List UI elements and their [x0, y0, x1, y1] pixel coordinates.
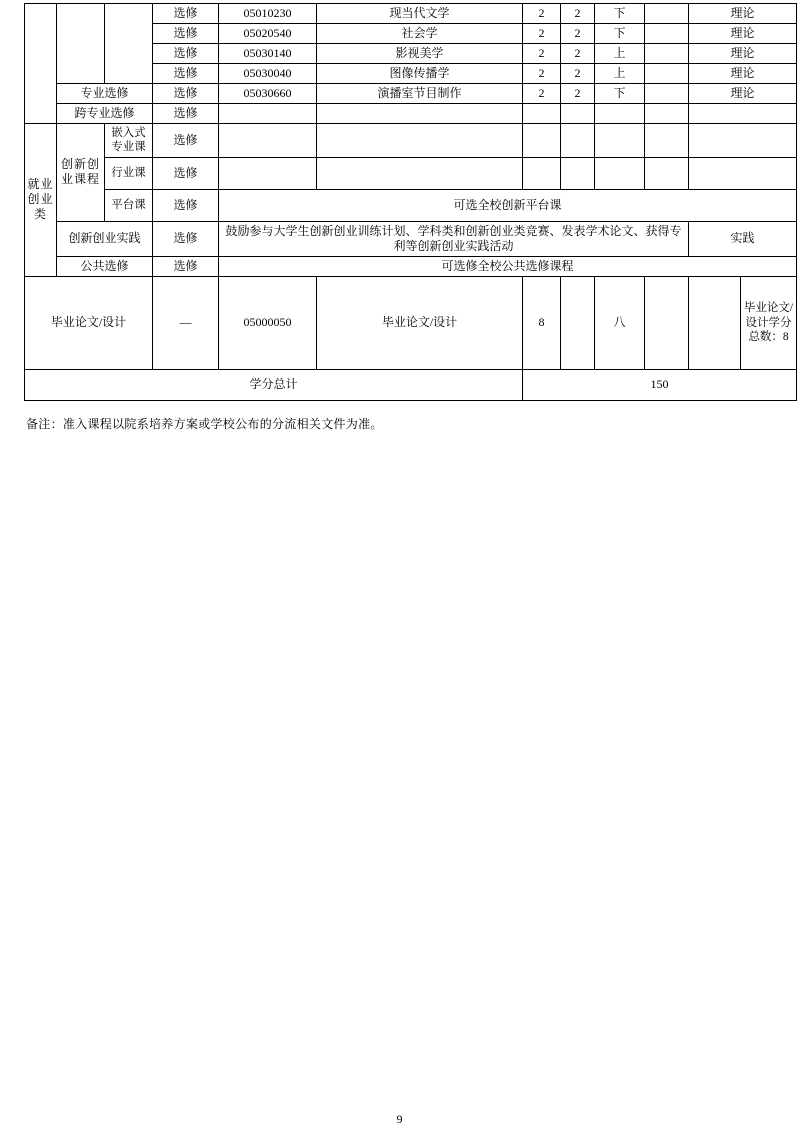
cell-type	[689, 104, 797, 124]
cell-type: 理论	[689, 4, 797, 24]
cell-subsub-empty	[105, 4, 153, 84]
cell-credits: 2	[523, 24, 561, 44]
cell-credits: 2	[523, 64, 561, 84]
cell-type: 理论	[689, 44, 797, 64]
cell-hours	[561, 124, 595, 158]
cell-hours: 2	[561, 4, 595, 24]
cell-nature: 选修	[153, 24, 219, 44]
table-row	[25, 84, 797, 104]
cell-hours: 2	[561, 84, 595, 104]
table-row	[25, 4, 797, 24]
table-row	[25, 104, 797, 124]
cell-course-name: 图像传播学	[317, 64, 523, 84]
cell-hours: 2	[561, 24, 595, 44]
cell-credits	[523, 157, 561, 189]
cell-term	[595, 104, 645, 124]
cell-thesis-label: 毕业论文/设计	[25, 276, 153, 369]
cell-type: 理论	[689, 84, 797, 104]
cell-credits	[523, 104, 561, 124]
cell-subsub-platform-course: 平台课	[105, 189, 153, 221]
cell-credits: 2	[523, 4, 561, 24]
cell-code: 05010230	[219, 4, 317, 24]
cell-nature: 选修	[153, 64, 219, 84]
cell-total-label: 学分总计	[25, 369, 523, 400]
cell-course-name: 现当代文学	[317, 4, 523, 24]
cell-code	[219, 157, 317, 189]
cell-public-elective-content: 可选修全校公共选修课程	[219, 256, 797, 276]
cell-course-name: 演播室节目制作	[317, 84, 523, 104]
cell-subcategory-cross-major-elective: 跨专业选修	[57, 104, 153, 124]
cell-type-practice: 实践	[689, 221, 797, 256]
cell-term: 上	[595, 44, 645, 64]
table-row	[25, 256, 797, 276]
cell-code: 05030040	[219, 64, 317, 84]
cell-extra	[645, 64, 689, 84]
cell-extra	[645, 44, 689, 64]
table-row-thesis	[25, 276, 797, 369]
cell-extra	[645, 124, 689, 158]
table-footnote: 备注：准入课程以院系培养方案或学校公布的分流相关文件为准。	[26, 416, 383, 431]
cell-extra	[645, 104, 689, 124]
cell-thesis-nature: —	[153, 276, 219, 369]
cell-nature: 选修	[153, 84, 219, 104]
cell-thesis-code: 05000050	[219, 276, 317, 369]
cell-subcategory-empty	[57, 4, 105, 84]
cell-hours	[561, 104, 595, 124]
cell-code	[219, 104, 317, 124]
table-row	[25, 157, 797, 189]
curriculum-table	[24, 3, 797, 401]
cell-code: 05020540	[219, 24, 317, 44]
cell-credits: 2	[523, 84, 561, 104]
document-page	[0, 3, 799, 1145]
table-row	[25, 189, 797, 221]
cell-thesis-credits: 8	[523, 276, 561, 369]
cell-term: 下	[595, 84, 645, 104]
cell-subsub-industry-course: 行业课	[105, 157, 153, 189]
cell-nature: 选修	[153, 157, 219, 189]
cell-thesis-summary: 毕业论文/设计学分总数：8	[741, 276, 797, 369]
cell-innovation-practice-label: 创新创业实践	[57, 221, 153, 256]
cell-hours: 2	[561, 64, 595, 84]
cell-code: 05030140	[219, 44, 317, 64]
cell-extra	[645, 4, 689, 24]
cell-course-name	[317, 104, 523, 124]
cell-type	[689, 124, 797, 158]
cell-nature: 选修	[153, 124, 219, 158]
cell-innovation-practice-content: 鼓励参与大学生创新创业训练计划、学科类和创新创业类竞赛、发表学术论文、获得专利等创新创业实践活动	[219, 221, 689, 256]
cell-credits: 2	[523, 44, 561, 64]
cell-nature: 选修	[153, 189, 219, 221]
cell-course-name	[317, 124, 523, 158]
cell-hours	[561, 157, 595, 189]
cell-nature: 选修	[153, 4, 219, 24]
cell-type: 理论	[689, 64, 797, 84]
cell-thesis-blank	[689, 276, 741, 369]
table-row	[25, 124, 797, 158]
cell-term: 下	[595, 24, 645, 44]
cell-term	[595, 124, 645, 158]
cell-subsub-embedded-major-course: 嵌入式专业课	[105, 124, 153, 158]
cell-course-name	[317, 157, 523, 189]
cell-category-empty	[25, 4, 57, 124]
cell-term: 下	[595, 4, 645, 24]
cell-thesis-name: 毕业论文/设计	[317, 276, 523, 369]
cell-code: 05030660	[219, 84, 317, 104]
cell-type: 理论	[689, 24, 797, 44]
cell-thesis-term: 八	[595, 276, 645, 369]
page-number: 9	[396, 1112, 403, 1126]
cell-subcategory-innovation: 创新创业课程	[57, 124, 105, 222]
table-row	[25, 221, 797, 256]
cell-extra	[645, 84, 689, 104]
cell-platform-course-note: 可选全校创新平台课	[219, 189, 797, 221]
cell-type	[689, 157, 797, 189]
cell-nature: 选修	[153, 104, 219, 124]
cell-course-name: 社会学	[317, 24, 523, 44]
cell-subcategory-major-elective: 专业选修	[57, 84, 153, 104]
cell-extra	[645, 24, 689, 44]
cell-credits	[523, 124, 561, 158]
cell-nature: 选修	[153, 221, 219, 256]
cell-hours: 2	[561, 44, 595, 64]
cell-extra	[645, 157, 689, 189]
cell-category-employment: 就业创业类	[25, 124, 57, 277]
cell-course-name: 影视美学	[317, 44, 523, 64]
cell-term: 上	[595, 64, 645, 84]
cell-term	[595, 157, 645, 189]
table-row-total	[25, 369, 797, 400]
cell-nature: 选修	[153, 44, 219, 64]
cell-thesis-extra	[645, 276, 689, 369]
cell-code	[219, 124, 317, 158]
cell-nature: 选修	[153, 256, 219, 276]
cell-thesis-hours	[561, 276, 595, 369]
cell-public-elective-label: 公共选修	[57, 256, 153, 276]
cell-total-value: 150	[523, 369, 797, 400]
